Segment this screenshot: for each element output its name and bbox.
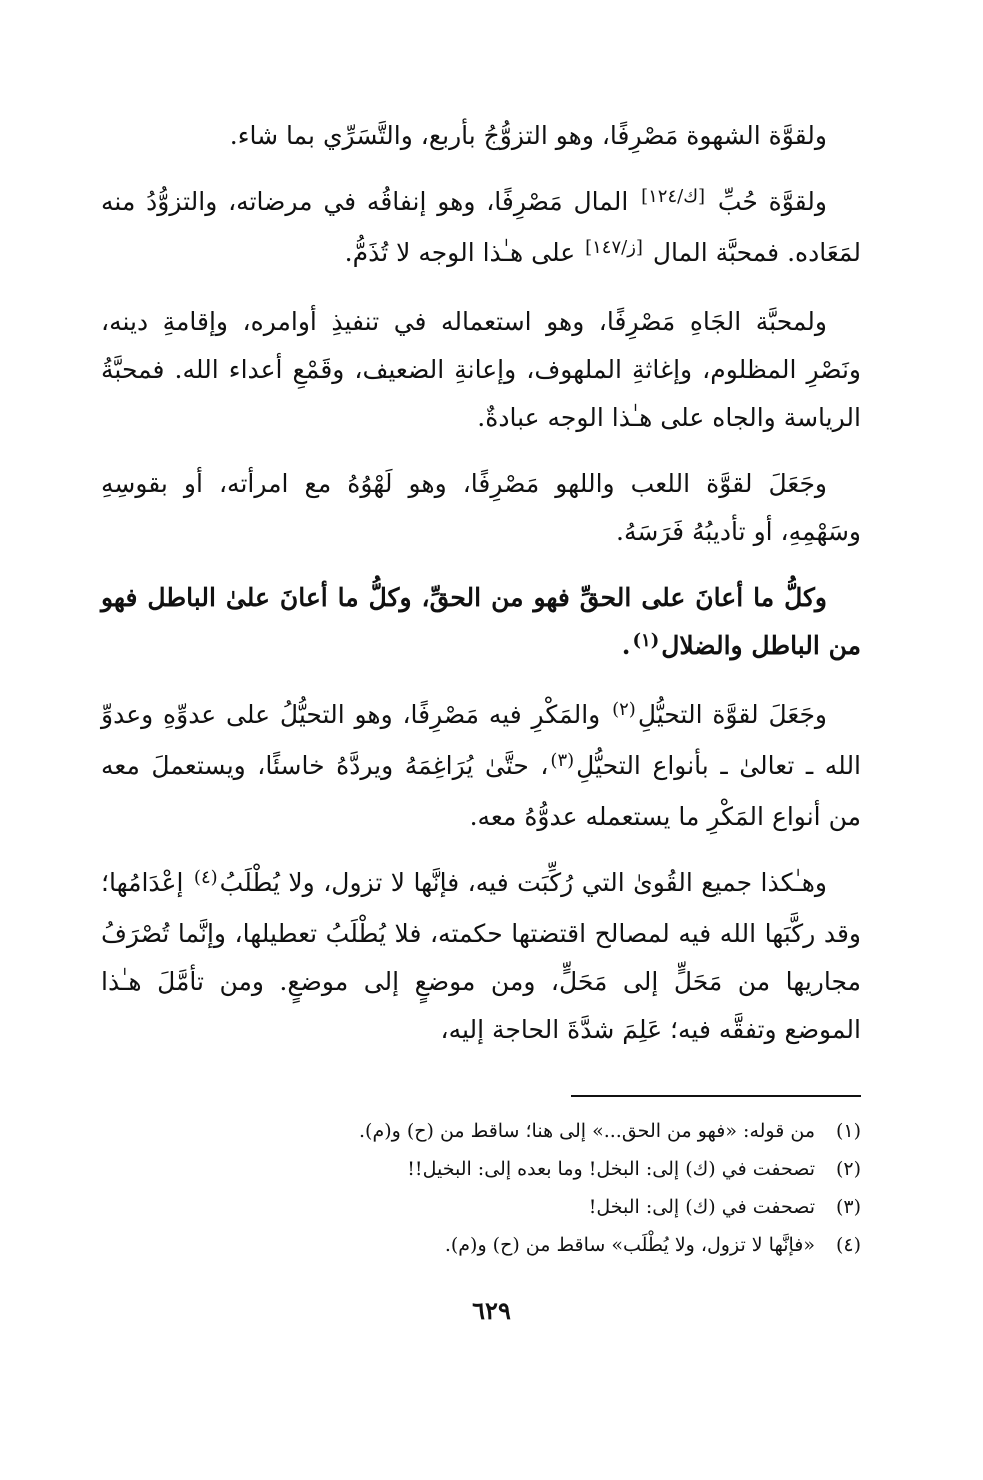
footnote-number: (٢) [835,1158,861,1180]
footnotes-list [101,1113,861,1265]
paragraph [101,298,861,442]
footnote-text: «فإنَّها لا تزول، ولا يُطْلَب» ساقط من (ح) و(م). [444,1234,815,1256]
paragraph [101,574,861,673]
footnote-number: (٣) [835,1196,861,1218]
footnote [101,1189,861,1225]
paragraph-text: إعْدَامُها؛ وقد ركَّبَها الله فيه لمصالح اقتضتها حكمته، فلا يُطْلَبُ تعطيلها، وإنَّما تُصْرَفُ مجاريها من مَحَلٍّ إلى مَحَلٍّ، ومن موضعٍ إلى موضعٍ. ومن تأمَّلَ هـٰذا الموضع وتفقَّه فيه؛ عَلِمَ شدَّةَ الحاجة إليه، [101,868,861,1044]
paragraph-text: ولقوَّة الشهوة مَصْرِفًا، وهو التزوُّجُ بأربع، والتَّسَرِّي بما شاء. [229,121,827,150]
footnote [101,1227,861,1263]
paragraph [101,691,861,841]
page-number: ٦٢٩ [472,1296,511,1325]
paragraph-text: وجَعَلَ لقوَّة اللعب واللهو مَصْرِفًا، وهو لَهْوُهُ مع امرأته، أو بقوسِهِ وسَهْمِهِ، أو تأديبُهُ فَرَسَهُ. [101,469,861,546]
manuscript-reference: [ز/١٤٧] [585,237,643,258]
footnote-marker: (٢) [612,699,636,720]
footnote [101,1151,861,1187]
footnote-marker: (٣) [550,750,575,771]
footnote-separator [571,1095,861,1097]
main-text [101,112,861,1072]
paragraph-text: وهـٰكذا جميع القُوىٰ التي رُكِّبَت فيه، فإنَّها لا تزول، ولا يُطْلَبُ [219,868,828,897]
paragraph [101,859,861,1054]
paragraph [101,178,861,280]
manuscript-reference: [ك/١٢٤] [641,186,706,207]
footnote-number: (١) [835,1120,861,1142]
paragraph-text: ولقوَّة حُبِّ [707,187,827,216]
paragraph [101,460,861,556]
footnote-marker: (٤) [193,867,218,888]
footnote-marker: (١) [632,630,660,651]
paragraph [101,112,861,160]
footnote-text: تصحفت في (ك) إلى: البخل! [588,1196,815,1218]
footnote-text: من قوله: «فهو من الحق...» إلى هنا؛ ساقط من (ح) و(م). [359,1120,815,1142]
paragraph-text: ، حتَّىٰ يُرَاغِمَهُ ويردَّهُ خاسئًا، ويستعملَ معه من أنواع المَكْرِ ما يستعمله عدوُّهُ معه. [101,751,861,831]
paragraph-text: المال مَصْرِفًا، وهو إنفاقُه في مرضاته، والتزوُّدُ منه لمَعَاده. فمحبَّة المال [101,187,861,267]
paragraph-text: وكلُّ ما أعانَ على الحقِّ فهو من الحقِّ، وكلُّ ما أعانَ علىٰ الباطل فهو من الباطل والضلال [101,583,861,660]
paragraph-text: على هـٰذا الوجه لا تُذَمُّ. [344,238,584,267]
footnote-text: تصحفت في (ك) إلى: البخل! وما بعده إلى: البخيل!! [407,1158,815,1180]
paragraph-text: . [621,631,631,660]
paragraph-text: وجَعَلَ لقوَّة التحيُّلِ [637,700,827,729]
paragraph-text: والمَكْرِ فيه مَصْرِفًا، وهو التحيُّلُ على عدوِّهِ وعدوِّ الله ـ تعالىٰ ـ بأنواع التحيُّلِ [101,700,862,780]
footnote-number: (٤) [835,1234,861,1256]
paragraph-text: ولمحبَّة الجَاهِ مَصْرِفًا، وهو استعماله في تنفيذِ أوامره، وإقامةِ دينه، ونَصْرِ المظلوم، وإغاثةِ الملهوف، وإعانةِ الضعيف، وقَمْعِ أعداء الله. فمحبَّةُ الرياسة والجاه على هـٰذا الوجه عبادةٌ. [101,307,861,432]
footnote [101,1113,861,1149]
